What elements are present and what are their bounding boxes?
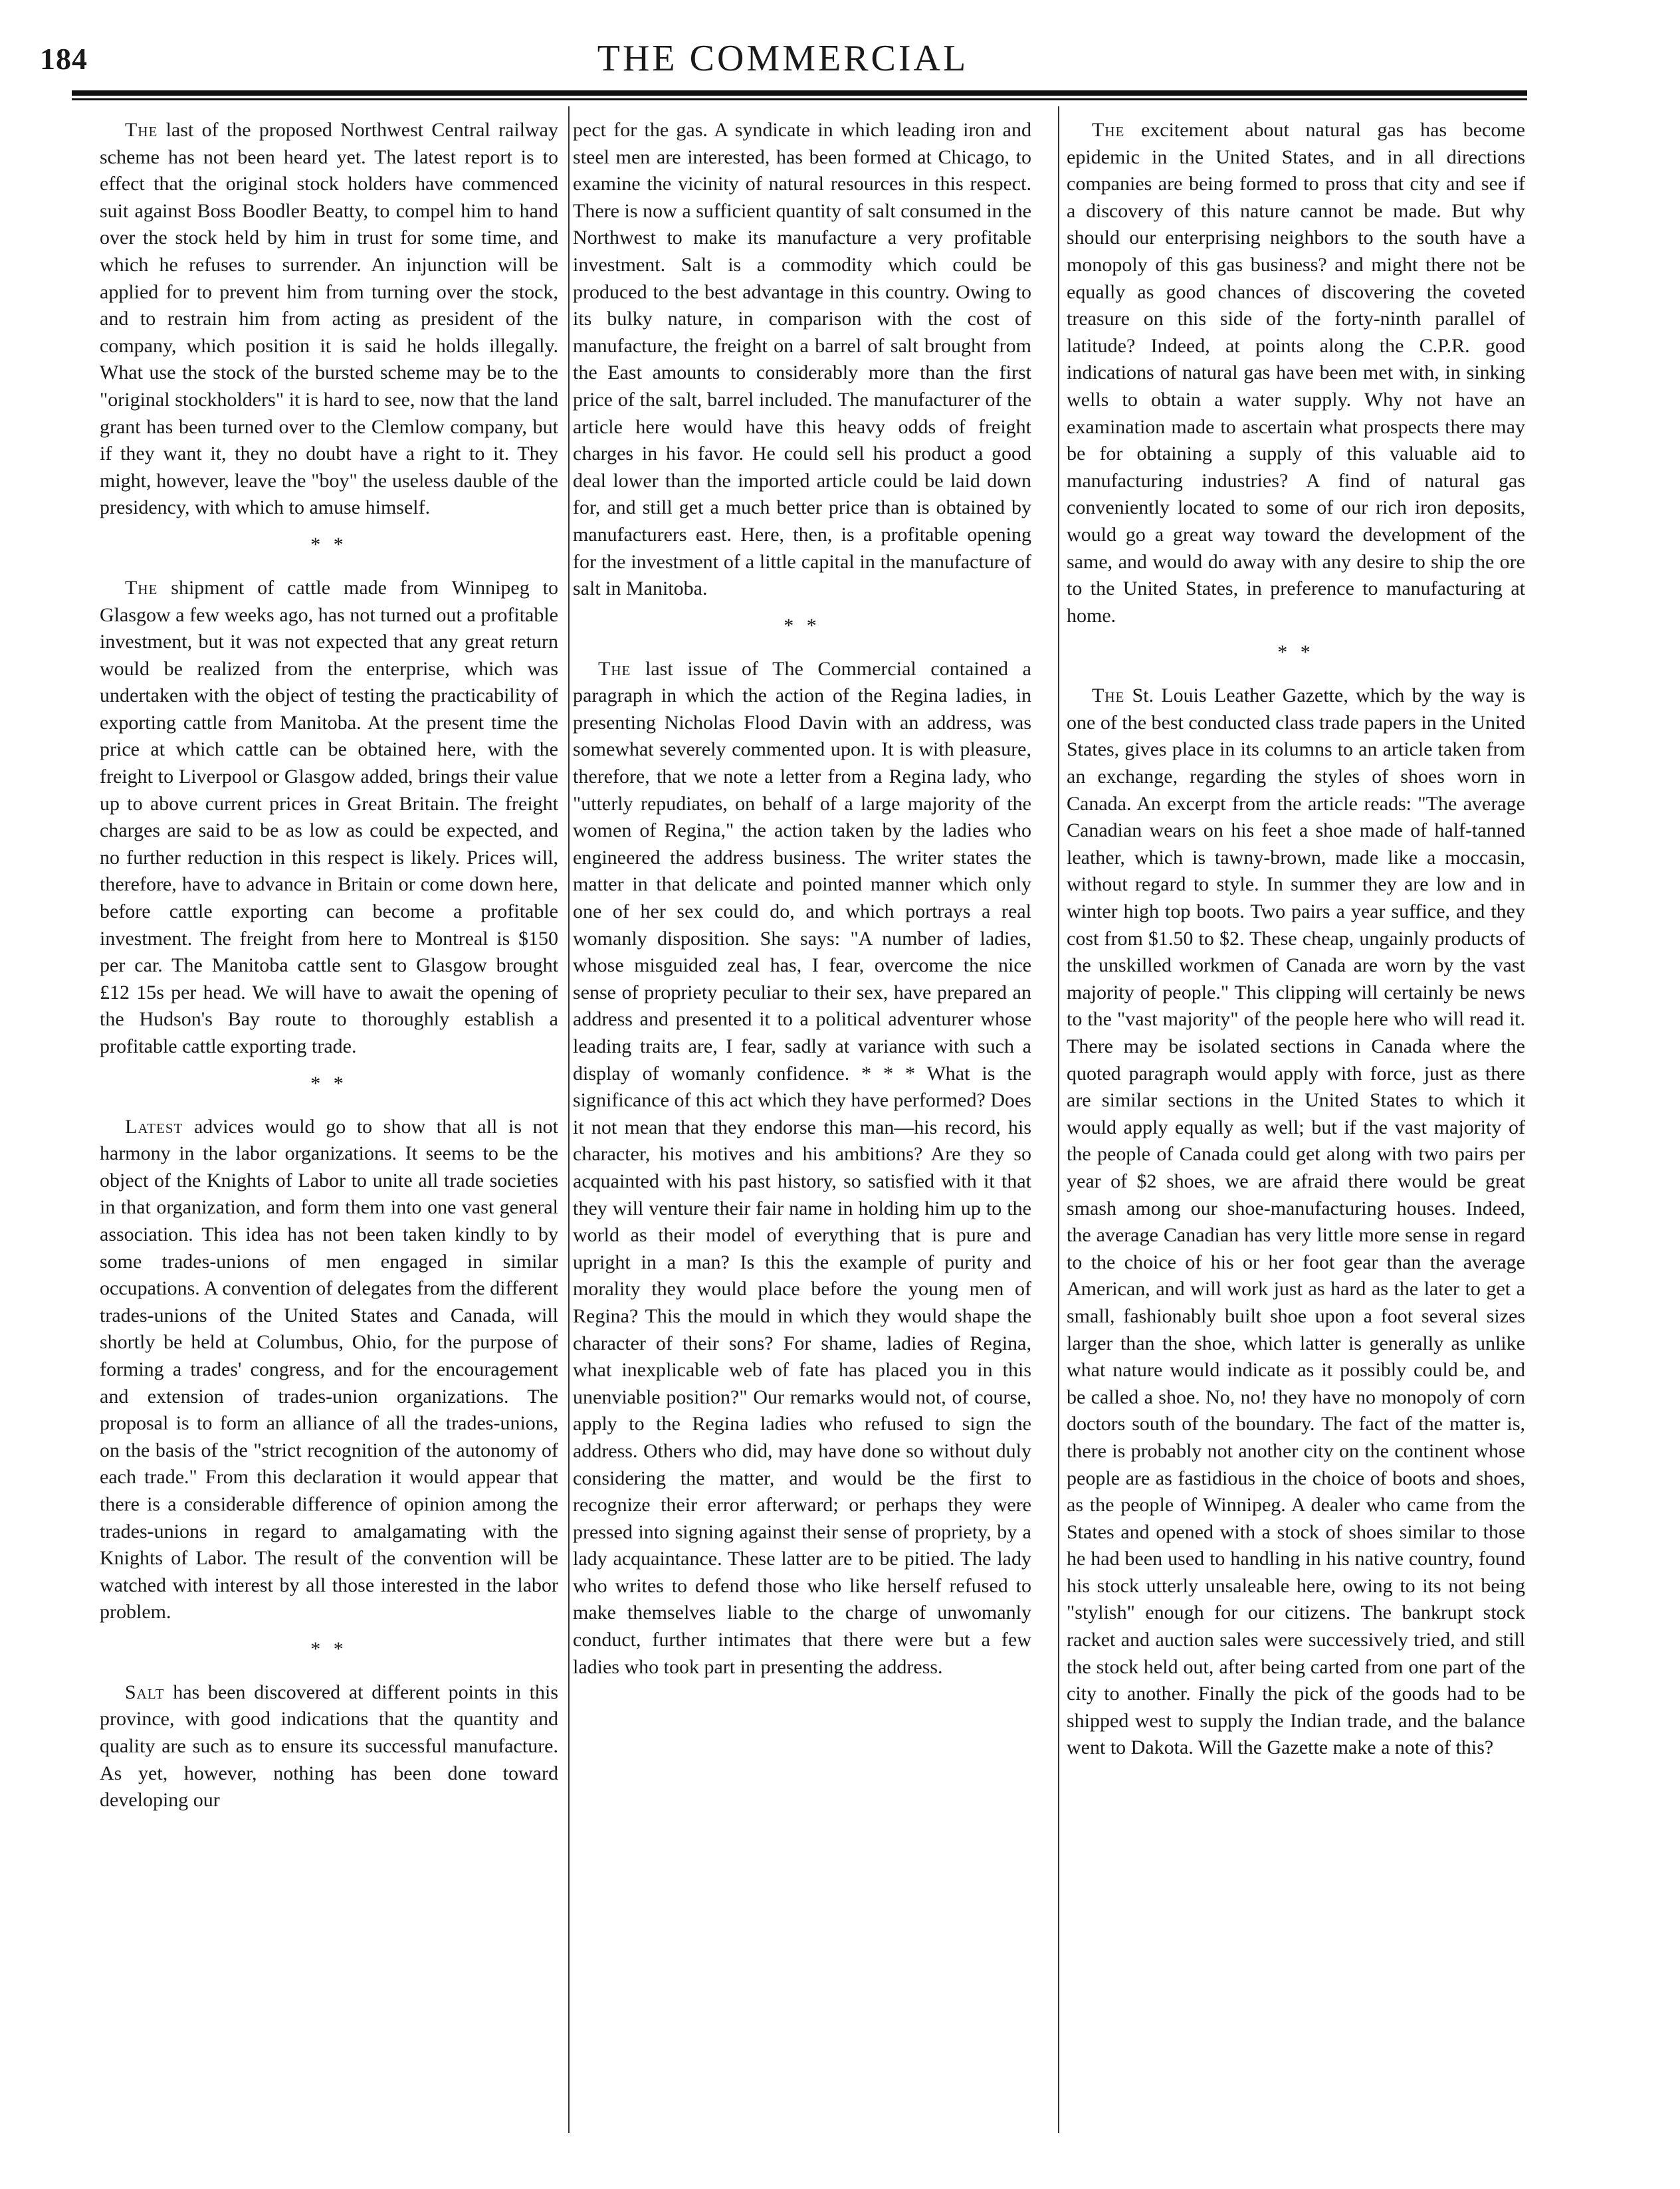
article-labor-organizations: Latest advices would go to show that all is not harmony in the labor organizations. It seems to be the object of the Knights of Labor to unite all trade societies in that organization, and form them into one vast general association. This idea has not been taken kindly to by some trades-unions of men engaged in similar occupations. A convention of delegates from the different trades-unions of the United States and Canada, will shortly be held at Columbus, Ohio, for the purpose of forming a trades' congress, and for the encouragement and extension of trades-union organizations. The proposal is to form an alliance of all the trades-unions, on the basis of the "strict recognition of the autonomy of each trade." From this declaration it would appear that there is a considerable difference of opinion among the trades-unions in regard to amalgamating with the Knights of Labor. The result of the convention will be watched with interest by all those interested in the labor problem. bbox=[100, 1115, 558, 1623]
article-salt-continued: pect for the gas. A syndicate in which leading iron and steel men are interested, has been formed at Chicago, to examine the vicinity of natural resources in this respect. There is now a sufficient quantity of salt consumed in the Northwest to make its manufacture a very profitable investment. Salt is a commodity which could be produced to the best advantage in this country. Owing to its bulky nature, in comparison with the cost of manufacture, the freight on a barrel of salt brought from the East amounts to considerably more than the first price of the salt, barrel included. The manufacturer of the article here would have this heavy odds of freight charges in his favor. He could sell his product a good deal lower than the imported article could be laid down for, and still get a much better price than is obtained by manufacturers east. Here, then, is a profitable opening for the investment of a little capital in the manufacture of salt in Manitoba. bbox=[573, 119, 1031, 600]
article-regina-ladies: The last issue of The Commercial contained a paragraph in which the action of the Regina ladies, in presenting Nicholas Flood Davin with an address, was somewhat severely commented upon. It is with pleasure, therefore, that we note a letter from a Regina lady, who "utterly repudiates, on behalf of a large majority of the women of Regina," the action taken by the ladies who engineered the address business. The writer states the matter in that delicate and pointed manner which only one of her sex could do, and which portrays a real womanly disposition. She says: "A number of ladies, whose misguided zeal has, I fear, overcome the nice sense of propriety peculiar to their sex, have prepared an address and presented it to a political adventurer whose leading traits are, I fear, sadly at variance with such a display of womanly confidence. * * * What is the significance of this act which they have performed? Does it not mean that they endorse this man—his record, his character, his motives and his ambitions? Are they so acquainted with his past history, so satisfied with it that they will venture their fair name in holding him up to the world as their model of everything that is pure and upright in a man? Is this the example of purity and morality they would place before the young men of Regina? This the mould in which they would shape the character of their sons? For shame, ladies of Regina, what inexplicable web of fate has placed you in this unenviable position?" Our remarks would not, of course, apply to the Regina ladies who refused to sign the address. Others who did, may have done so without duly considering the matter, and would be the first to recognize their error afterward; or perhaps they were pressed into signing against their sense of propriety, by a lady acquaintance. These latter are to be pitied. The lady who writes to defend those who like herself refused to make themselves liable to the charge of unwomanly conduct, further intimates that there were but a few ladies who took part in presenting the address. bbox=[573, 657, 1031, 1678]
section-separator: * * bbox=[784, 614, 821, 637]
page-header bbox=[40, 35, 1526, 88]
section-separator: * * bbox=[310, 1072, 348, 1094]
column-divider bbox=[1058, 106, 1059, 2133]
header-rule-thin bbox=[72, 98, 1527, 100]
masthead-title: THE COMMERCIAL bbox=[597, 38, 969, 79]
section-separator: * * bbox=[310, 533, 348, 556]
column-1 bbox=[100, 117, 558, 1814]
article-northwest-central: The last of the proposed Northwest Central railway scheme has not been heard yet. The latest report is to effect that the original stock holders have commenced suit against Boss Boodler Beatty, to compel him to hand over the stock held by him in trust for some time, and which he refuses to surrender. An injunction will be applied for to prevent him from turning over the stock, and to restrain him from acting as president of the company, which position it is said he holds illegally. What use the stock of the bursted scheme may be to the "original stockholders" it is hard to see, now that the land grant has been turned over to the Clemlow company, but if they want it, they no doubt have a right to it. They might, however, leave the "boy" the useless dauble of the presidency, with which to amuse himself. bbox=[100, 119, 558, 519]
article-salt-discovery: Salt has been discovered at different points in this province, with good indications that the quantity and quality are such as to ensure its successful manufacture. As yet, however, nothing has been done toward developing our bbox=[100, 1681, 558, 1812]
column-3 bbox=[1067, 117, 1525, 1762]
section-separator: * * bbox=[310, 1637, 348, 1660]
section-separator: * * bbox=[1277, 641, 1314, 664]
page-number: 184 bbox=[40, 42, 88, 76]
column-divider bbox=[568, 106, 570, 2133]
header-rule-thick bbox=[72, 90, 1527, 96]
column-2 bbox=[573, 117, 1031, 1681]
article-cattle-shipment: The shipment of cattle made from Winnipeg to Glasgow a few weeks ago, has not turned out a profitable investment, but it was not expected that any great return would be realized from the enterprise, which was undertaken with the object of testing the practicability of exporting cattle from Manitoba. At the present time the price at which cattle can be obtained here, with the freight to Liverpool or Glasgow added, brings their value up to above current prices in Great Britain. The freight charges are said to be as low as could be expected, and no further reduction in this respect is likely. Prices will, therefore, have to advance in Britain or come down here, before cattle exporting can become a profitable investment. The freight from here to Montreal is $150 per car. The Manitoba cattle sent to Glasgow brought £12 15s per head. We will have to await the opening of the Hudson's Bay route to thoroughly establish a profitable cattle exporting trade. bbox=[100, 576, 558, 1057]
article-natural-gas: The excitement about natural gas has become epidemic in the United States, and in all directions companies are being formed to pross that city and see if a discovery of this nature cannot be made. But why should our enterprising neighbors to the south have a monopoly of this gas business? and might there not be equally as good chances of discovering the coveted treasure on this side of the forty-ninth parallel of latitude? Indeed, at points along the C.P.R. good indications of natural gas have been met with, in sinking wells to obtain a water supply. Why not have an examination made to ascertain what prospects there may be for obtaining a supply of this valuable aid to manufacturing industries? A find of natural gas conveniently located to some of our rich iron deposits, would go a great way toward the development of the same, and would do away with any desire to ship the ore to the United States, in preference to manufacturing at home. bbox=[1067, 119, 1525, 627]
article-leather-gazette: The St. Louis Leather Gazette, which by the way is one of the best conducted class trade papers in the United States, gives place in its columns to an article taken from an exchange, regarding the styles of shoes worn in Canada. An excerpt from the article reads: "The average Canadian wears on his feet a shoe made of half-tanned leather, which is tawny-brown, made like a moccasin, without regard to style. In summer they are low and in winter high top boots. Two pairs a year suffice, and they cost from $1.50 to $2. These cheap, ungainly products of the unskilled workmen of Canada are worn by the vast majority of people." This clipping will certainly be news to the "vast majority" of the people here who will read it. There may be isolated sections in Canada where the quoted paragraph would apply with force, just as there are similar sections in the United States to which it would apply equally as well; but if the vast majority of the people of Canada could get along with two pairs per year of $2 shoes, we are afraid there would be great smash among our shoe-manufacturing houses. Indeed, the average Canadian has very little more sense in regard to the choice of his or her foot gear than the average American, and will work just as hard as the later to get a small, fashionably built shoe upon a foot several sizes larger than the shoe, which latter is generally as unlike what nature would indicate as it possibly could be, and be called a shoe. No, no! they have no monopoly of corn doctors south of the boundary. The fact of the matter is, there is probably not another city on the continent whose people are as fastidious in the choice of boots and shoes, as the people of Winnipeg. A dealer who came from the States and opened with a stock of shoes similar to those he had been used to handling in his native country, found his stock utterly unsaleable here, owing to its not being "stylish" enough for our citizens. The bankrupt stock racket and auction sales were successively tried, and still the stock held out, after being carted from one part of the city to another. Finally the pick of the goods had to be shipped west to supply the Indian trade, and the balance went to Dakota. Will the Gazette make a note of this? bbox=[1067, 684, 1525, 1759]
